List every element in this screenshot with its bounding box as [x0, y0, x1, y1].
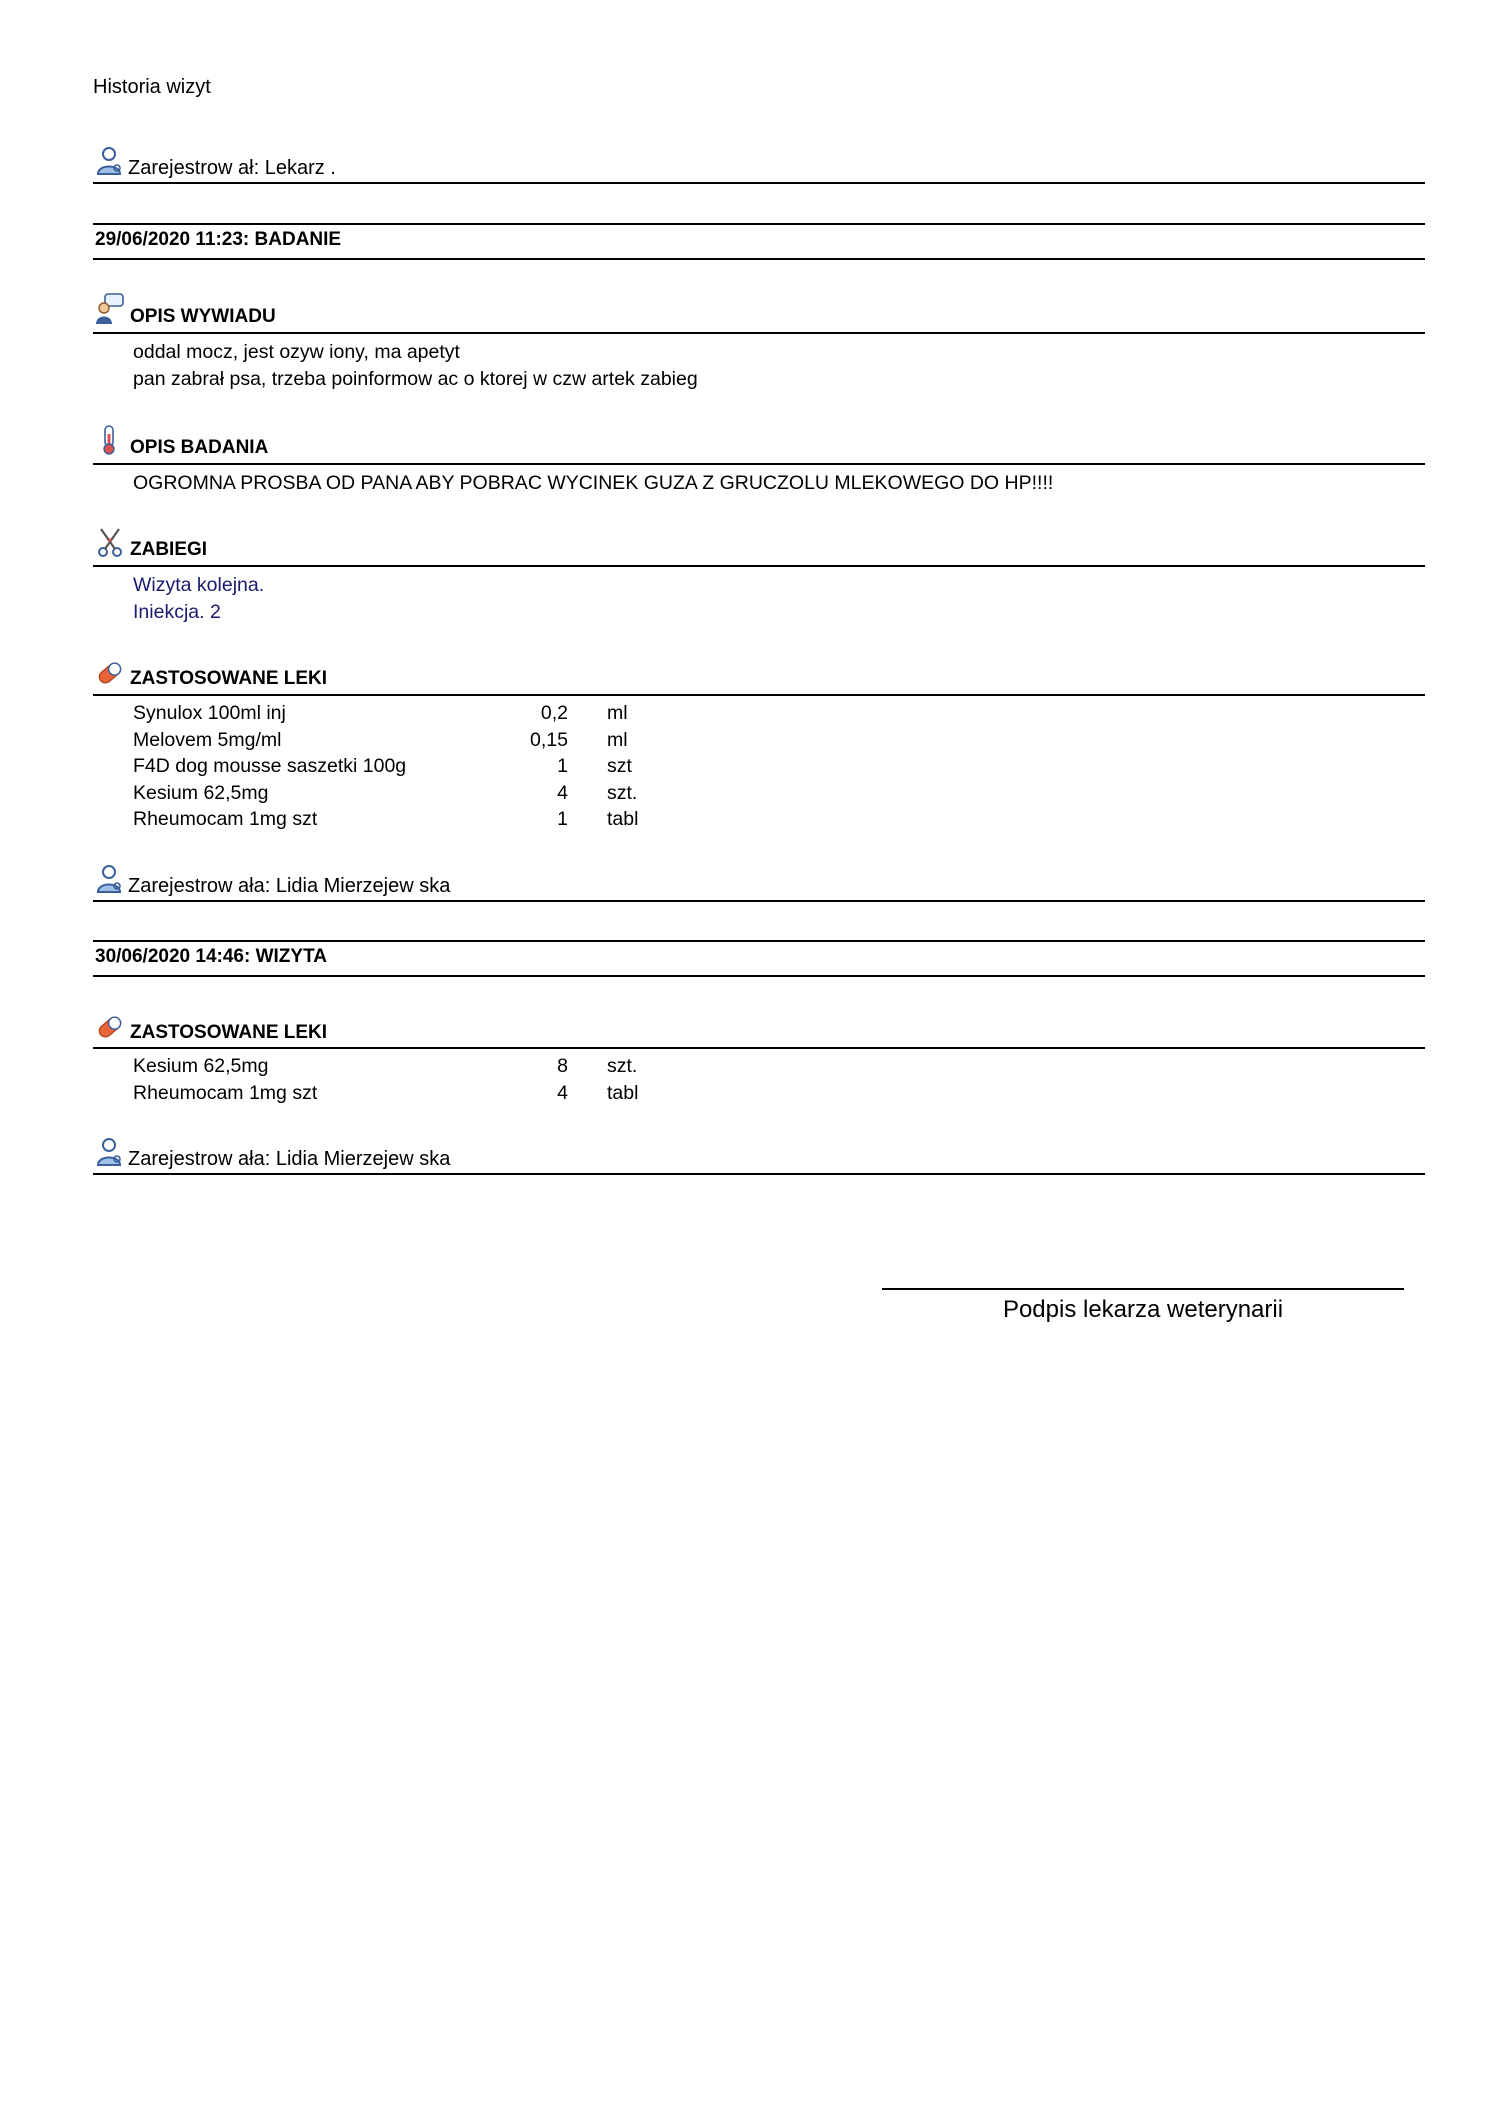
thermometer-icon — [95, 424, 125, 456]
medication-qty: 4 — [557, 1081, 568, 1104]
medication-qty: 0,2 — [540, 702, 568, 724]
examination-line: OGROMNA PROSBA OD PANA ABY POBRAC WYCINEK GUZA Z GRUCZOLU MLEKOWEGO DO HP!!!! — [133, 472, 1054, 494]
medication-unit: szt. — [607, 1055, 638, 1077]
registered-by-text: Zarejestrow ała: Lidia Mierzejew ska — [128, 875, 451, 897]
medication-qty: 0,15 — [530, 728, 568, 751]
medication-unit: tabl — [607, 808, 639, 830]
medication-unit: ml — [607, 728, 628, 751]
divider — [93, 565, 1425, 567]
section-medications — [93, 1009, 1425, 1047]
registered-by-line — [93, 146, 1425, 182]
divider — [93, 182, 1425, 184]
interview-line: pan zabrał psa, trzeba poinformow ac o ktorej w czw artek zabieg — [133, 367, 698, 390]
medication-qty: 8 — [557, 1055, 568, 1077]
section-interview — [93, 293, 1425, 331]
divider — [93, 1173, 1425, 1175]
medication-name: Kesium 62,5mg — [133, 781, 269, 804]
section-title: ZABIEGI — [130, 539, 208, 560]
divider — [93, 1047, 1425, 1049]
section-title: ZASTOSOWANE LEKI — [130, 1022, 328, 1043]
divider — [93, 694, 1425, 696]
divider — [93, 900, 1425, 902]
medication-name: F4D dog mousse saszetki 100g — [133, 755, 407, 777]
interview-icon — [95, 293, 125, 325]
doctor-icon — [95, 1137, 125, 1167]
visit-header: 29/06/2020 11:23: BADANIE — [95, 229, 342, 250]
medication-name: Rheumocam 1mg szt — [133, 1081, 318, 1104]
divider — [93, 223, 1425, 225]
section-title: ZASTOSOWANE LEKI — [130, 668, 328, 689]
divider — [93, 940, 1425, 942]
medication-qty: 4 — [557, 781, 568, 804]
interview-line: oddal mocz, jest ozyw iony, ma apetyt — [133, 341, 460, 363]
section-medications — [93, 655, 1425, 693]
pill-icon — [95, 655, 125, 687]
section-examination — [93, 424, 1425, 462]
registered-by-text: Zarejestrow ał: Lekarz . — [128, 157, 336, 179]
medication-qty: 1 — [557, 808, 568, 830]
medication-unit: szt — [607, 755, 632, 777]
medication-name: Kesium 62,5mg — [133, 1055, 269, 1077]
doctor-icon — [95, 146, 125, 176]
section-title: OPIS WYWIADU — [130, 306, 276, 327]
medication-name: Melovem 5mg/ml — [133, 728, 282, 751]
section-procedures — [93, 526, 1425, 564]
medication-qty: 1 — [557, 755, 568, 777]
procedure-line: Wizyta kolejna. — [133, 574, 265, 596]
registered-by-line — [93, 864, 1425, 900]
registered-by-text: Zarejestrow ała: Lidia Mierzejew ska — [128, 1148, 451, 1170]
pill-icon — [95, 1009, 125, 1041]
divider — [93, 258, 1425, 260]
document-title: Historia wizyt — [93, 76, 211, 98]
medication-unit: szt. — [607, 781, 638, 804]
medication-unit: tabl — [607, 1081, 639, 1104]
divider — [93, 975, 1425, 977]
visit-header: 30/06/2020 14:46: WIZYTA — [95, 946, 327, 967]
section-title: OPIS BADANIA — [130, 437, 269, 458]
signature-line — [882, 1288, 1404, 1290]
scissors-icon — [95, 526, 125, 558]
medication-name: Rheumocam 1mg szt — [133, 808, 318, 830]
medication-name: Synulox 100ml inj — [133, 702, 286, 724]
procedure-line: Iniekcja. 2 — [133, 600, 221, 623]
divider — [93, 463, 1425, 465]
signature-label: Podpis lekarza weterynarii — [1002, 1296, 1284, 1323]
doctor-icon — [95, 864, 125, 894]
registered-by-line — [93, 1137, 1425, 1173]
medication-unit: ml — [607, 702, 628, 724]
divider — [93, 332, 1425, 334]
